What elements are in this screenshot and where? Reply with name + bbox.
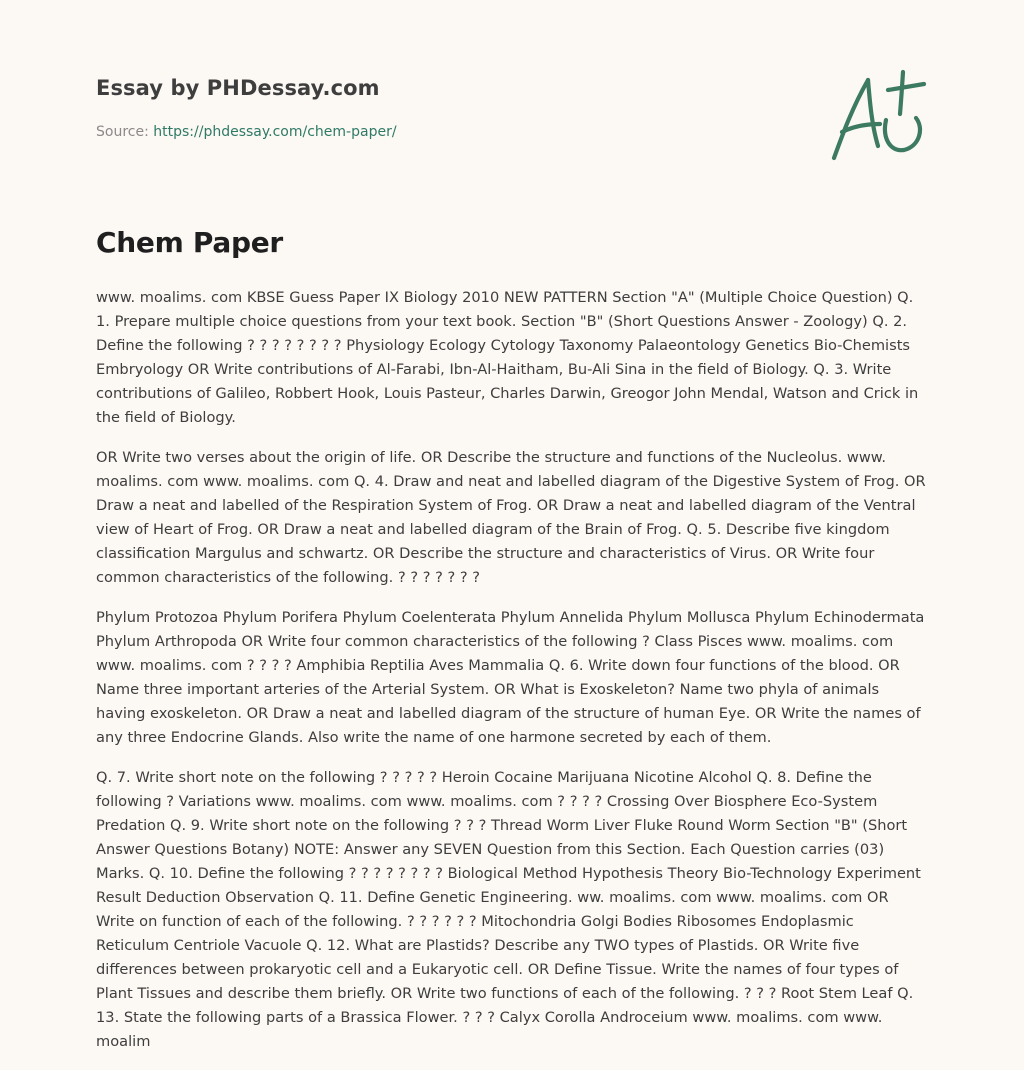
source-link[interactable]: https://phdessay.com/chem-paper/ bbox=[153, 124, 397, 140]
article-body bbox=[96, 286, 930, 1070]
article-paragraph: www. moalims. com KBSE Guess Paper IX Biology 2010 NEW PATTERN Section "A" (Multiple Choice Question) Q. 1. Prepare multiple choice questions from your text book. Section "B" (Short Questions Answer - Zoology) Q. 2. Define the following ? ? ? ? ? ? ? ? Physiology Ecology Cytology Taxonomy Palaeontology Genetics Bio-Chemists Embryology OR Write contributions of Al-Farabi, Ibn-Al-Haitham, Bu-Ali Sina in the field of Biology. Q. 3. Write contributions of Galileo, Robbert Hook, Louis Pasteur, Charles Darwin, Greogor John Mendal, Watson and Crick in the field of Biology. bbox=[96, 289, 919, 426]
article-paragraph: Q. 7. Write short note on the following ? ? ? ? ? Heroin Cocaine Marijuana Nicotine Alcohol Q. 8. Define the following ? Variations www. moalims. com www. moalims. com ? ? ? ? Crossing Over Biosphere Eco-System Predation Q. 9. Write short note on the following ? ? ? Thread Worm Liver Fluke Round Worm Section "B" (Short Answer Questions Botany) NOTE: Answer any SEVEN Question from this Section. Each Question carries (03) Marks. Q. 10. Define the following ? ? ? ? ? ? ? ? Biological Method Hypothesis Theory Bio-Technology Experiment Result Deduction Observation Q. 11. Define Genetic Engineering. ww. moalims. com www. moalims. com OR Write on function of each of the following. ? ? ? ? ? ? Mitochondria Golgi Bodies Ribosomes Endoplasmic Reticulum Centriole Vacuole Q. 12. What are Plastids? Describe any TWO types of Plastids. OR Write five differences between prokaryotic cell and a Eukaryotic cell. OR Define Tissue. Write the names of four types of Plant Tissues and describe them briefly. OR Write two functions of each of the following. ? ? ? Root Stem Leaf Q. 13. State the following parts of a Brassica Flower. ? ? ? Calyx Corolla Androceium www. moalims. com www. moalim bbox=[96, 769, 921, 1050]
article-title: Chem Paper bbox=[96, 226, 283, 259]
site-brand: Essay by PHDessay.com bbox=[96, 76, 380, 100]
article-paragraph: Phylum Protozoa Phylum Porifera Phylum Coelenterata Phylum Annelida Phylum Mollusca Phylum Echinodermata Phylum Arthropoda OR Write four common characteristics of the following ? Class Pisces www. moalims. com www. moalims. com ? ? ? ? Amphibia Reptilia Aves Mammalia Q. 6. Write down four functions of the blood. OR Name three important arteries of the Arterial System. OR What is Exoskeleton? Name two phyla of animals having exoskeleton. OR Draw a neat and labelled diagram of the structure of human Eye. OR Write the names of any three Endocrine Glands. Also write the name of one harmone secreted by each of them. bbox=[96, 609, 925, 746]
a-plus-grade-icon bbox=[828, 68, 928, 164]
header bbox=[96, 0, 928, 190]
article-paragraph: OR Write two verses about the origin of life. OR Describe the structure and functions of the Nucleolus. www. moalims. com www. moalims. com Q. 4. Draw and neat and labelled diagram of the Digestive System of Frog. OR Draw a neat and labelled of the Respiration System of Frog. OR Draw a neat and labelled diagram of the Ventral view of Heart of Frog. OR Draw a neat and labelled diagram of the Brain of Frog. Q. 5. Describe five kingdom classification Margulus and schwartz. OR Describe the structure and characteristics of Virus. OR Write four common characteristics of the following. ? ? ? ? ? ? ? bbox=[96, 449, 926, 586]
source-label: Source: bbox=[96, 124, 154, 140]
source-line bbox=[96, 124, 397, 140]
